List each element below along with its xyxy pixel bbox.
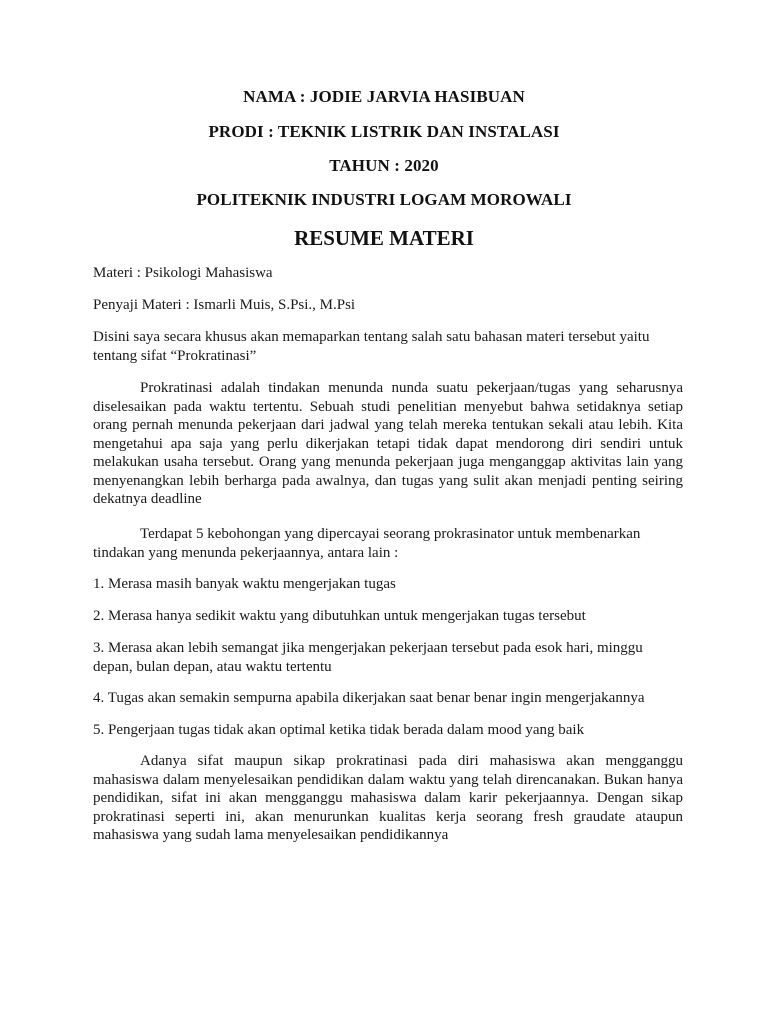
procrastination-definition-paragraph: Prokratinasi adalah tindakan menunda nunda suatu pekerjaan/tugas yang seharusnya diselesaikan pada waktu tertentu. Sebuah studi penelitian menyebut bahwa setidaknya setiap orang pernah menunda pekerjaan dari jadwal yang telah mereka tentukan sekali atau lebih. Kita mengetahui apa saja yang perlu dikerjakan tetapi tidak dapat mendorong diri sendiri untuk melakukan usaha tersebut. Orang yang menunda pekerjaan juga menganggap aktivitas lain yang menyenangkan lebih berharga pada awalnya, dan tugas yang sulit akan menjadi penting seiring dekatnya deadline	[93, 380, 683, 507]
five-lies-intro-paragraph: Terdapat 5 kebohongan yang dipercayai seorang prokrasinator untuk membenarkan tindakan yang menunda pekerjaannya, antara lain :	[93, 526, 641, 561]
list-item: 2. Merasa hanya sedikit waktu yang dibutuhkan untuk mengerjakan tugas tersebut	[93, 608, 586, 624]
material-line: Materi : Psikologi Mahasiswa	[93, 265, 273, 281]
list-item: 5. Pengerjaan tugas tidak akan optimal ketika tidak berada dalam mood yang baik	[93, 722, 585, 738]
study-program-heading: PRODI : TEKNIK LISTRIK DAN INSTALASI	[208, 122, 560, 141]
presenter-line: Penyaji Materi : Ismarli Muis, S.Psi., M.Psi	[93, 297, 356, 313]
conclusion-paragraph: Adanya sifat maupun sikap prokratinasi pada diri mahasiswa akan mengganggu mahasiswa dalam menyelesaikan pendidikan dalam waktu yang telah direncanakan. Bukan hanya pendidikan, sifat ini akan mengganggu mahasiswa dalam karir pekerjaannya. Dengan sikap prokratinasi seperti ini, akan menurunkan kualitas kerja seorang fresh graudate ataupun mahasiswa yang sudah lama menyelesaikan pendidikannya	[93, 753, 683, 843]
intro-paragraph: Disini saya secara khusus akan memaparkan tentang salah satu bahasan materi tersebut yaitu tentang sifat “Prokratinasi”	[93, 329, 650, 364]
institution-heading: POLITEKNIK INDUSTRI LOGAM MOROWALI	[196, 190, 572, 209]
list-item: 1. Merasa masih banyak waktu mengerjakan tugas	[93, 576, 396, 592]
list-item: 3. Merasa akan lebih semangat jika mengerjakan pekerjaan tersebut pada esok hari, minggu depan, bulan depan, atau waktu tertentu	[93, 640, 643, 675]
student-name-heading: NAMA : JODIE JARVIA HASIBUAN	[243, 87, 525, 106]
year-heading: TAHUN : 2020	[329, 156, 439, 175]
document-title: RESUME MATERI	[294, 226, 474, 250]
list-item: 4. Tugas akan semakin sempurna apabila dikerjakan saat benar benar ingin mengerjakannya	[93, 690, 645, 706]
